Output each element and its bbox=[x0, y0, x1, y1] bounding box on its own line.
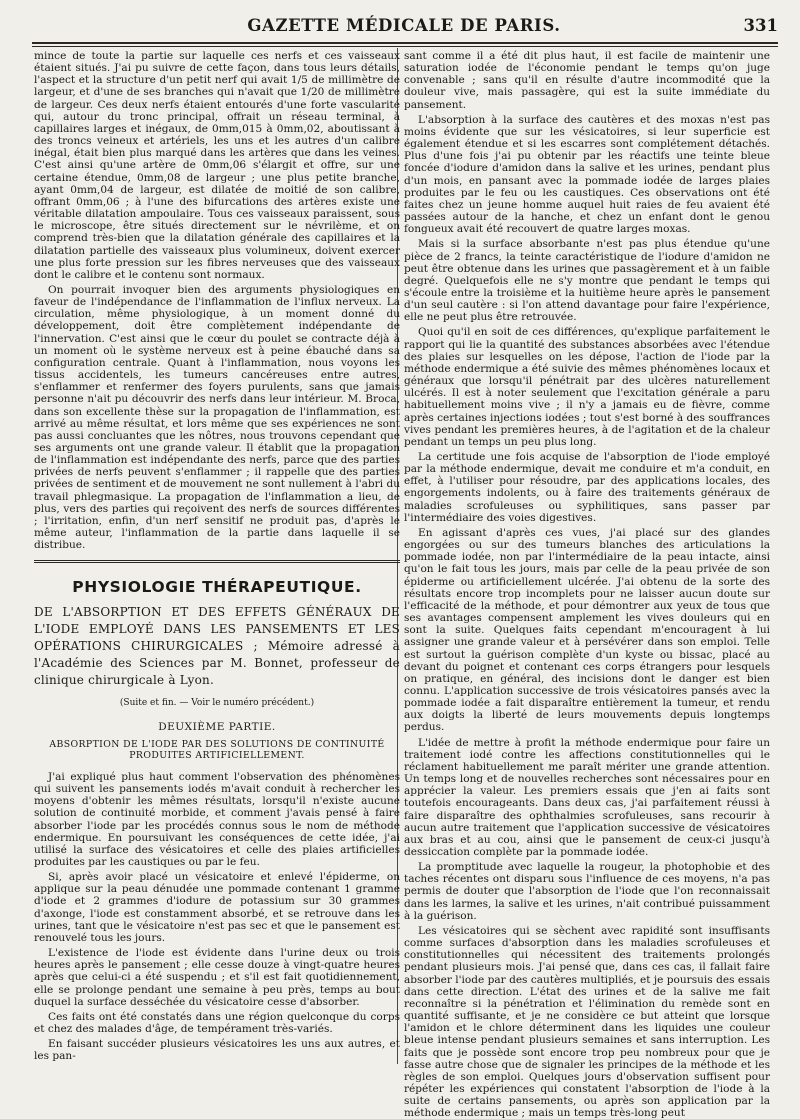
paragraph: On pourrait invoquer bien des arguments physiologiques en faveur de l'indépendance de l'inflammation de l'influx nerveux. La circulation, même physiologique, à un moment donné du développement, doit être complètement indépendante de l'innervation. C'est ainsi que le cœur du poulet se contracte déjà à un moment où le système nerveux est à peine ébauché dans sa configuration centrale. Quant à l'inflammation, nous voyons les tissus accidentels, les tumeurs cancéreuses entre autres, s'enflammer et renfermer des foyers purulents, sans que jamais personne n'ait pu découvrir des nerfs dans leur intérieur. M. Broca, dans son excellente thèse sur la propagation de l'inflammation, est arrivé au même résultat, et lors même que ses expériences ne sont pas aussi concluantes que les nôtres, nous trouvons cependant que ses arguments ont une grande valeur. Il établit que la propagation de l'inflammation est indépendante des nerfs, parce que des parties privées de nerfs peuvent s'enflammer ; il rappelle que des parties privées de sentiment et de mouvement ne sont nullement à l'abri du travail phlegmasique. La propagation de l'inflammation a lieu, de plus, vers des parties qui reçoivent des nerfs de sources différentes ; l'irritation, enfin, d'un nerf sensitif ne produit pas, d'après le même auteur, l'inflammation de la partie dans laquelle il se distribue. bbox=[34, 283, 400, 552]
paragraph: sant comme il a été dit plus haut, il est facile de maintenir une saturation iodée de l'économie pendant le temps qu'on juge convenable ; sans qu'il en résulte d'autre incommodité que la douleur vive, mais passagère, qui est la suite immédiate du pansement. bbox=[404, 50, 770, 111]
header-rule bbox=[32, 42, 778, 47]
paragraph: Quoi qu'il en soit de ces différences, qu'explique parfaitement le rapport qui lie la quantité des substances absorbées avec l'étendue des plaies sur lesquelles on les dépose, l'action de l'iode par la méthode endermique a été suivie des mêmes phénomènes locaux et généraux que lorsqu'il pénétrait par des ulcères naturellement ulcérés. Il est à noter seulement que l'excitation générale a paru habituellement moins vive ; il n'y a jamais eu de fièvre, comme après certaines injections iodées ; tout s'est borné à des souffrances vives pendant les premières heures, à de l'agitation et de la chaleur pendant un temps un peu plus long. bbox=[404, 326, 770, 448]
paragraph: Les vésicatoires qui se sèchent avec rapidité sont insuffisants comme surfaces d'absorption dans les maladies scrofuleuses et constitutionnelles qui nécessitent des traitements prolongés pendant plusieurs mois. J'ai pensé que, dans ces cas, il fallait faire absorber l'iode par des cautères multipliés, et je poursuis des essais dans cette direction. L'état des urines et de la salive me fait reconnaître si la pénétration et l'élimination du remède sont en quantité suffisante, et je ne considère ce but atteint que lorsque l'amidon et le chlore déterminent dans les liquides une couleur bleue intense pendant plusieurs semaines et sans interruption. Les faits que je possède sont encore trop peu nombreux pour que je fasse autre chose que de signaler les principes de la méthode et les règles de son emploi. Quelques jours d'observation suffisent pour répéter les expériences qui constatent l'absorption de l'iode à la suite de certains pansements, ou après son application par la méthode endermique ; mais un temps très-long peut bbox=[404, 924, 770, 1119]
paragraph: Si, après avoir placé un vésicatoire et enlevé l'épiderme, on applique sur la peau dénudée une pommade contenant 1 gramme d'iode et 2 grammes d'iodure de potassium sur 30 grammes d'axonge, l'iode est constamment absorbé, et se retrouve dans les urines, tant que le vésicatoire n'est pas sec et que le pansement est renouvelé tous les jours. bbox=[34, 871, 400, 944]
page-number: 331 bbox=[743, 16, 778, 35]
paragraph: L'absorption à la surface des cautères et des moxas n'est pas moins évidente que sur les vésicatoires, si leur superficie est également étendue et si les escarres sont complétement détachés. Plus d'une fois j'ai pu obtenir par les réactifs une teinte bleue foncée d'iodure d'amidon dans la salive et les urines, pendant plus d'un mois, en pansant avec la pommade iodée de larges plaies produites par le feu ou les caustiques. Ces observations ont été faites chez un jeune homme auquel huit raies de feu avaient été passées autour de la hanche, et chez un enfant dont le genou fongueux avait été recouvert de quatre larges moxas. bbox=[404, 113, 770, 236]
right-column bbox=[404, 50, 770, 1119]
paragraph: Mais si la surface absorbante n'est pas plus étendue qu'une pièce de 2 francs, la teinte caractéristique de l'iodure d'amidon ne peut être obtenue dans les urines que passagèrement et à un faible degré. Quelquefois elle ne s'y montre que pendant le temps qui s'écoule entre la troisième et la huitième heure après le pansement d'un seul cautère : si l'on attend davantage pour faire l'expérience, elle ne peut plus être retrouvée. bbox=[404, 238, 770, 324]
chapter-subtitle: ABSORPTION DE L'IODE PAR DES SOLUTIONS DE CONTINUITÉ PRODUITES ARTIFICIELLEMENT. bbox=[49, 738, 385, 762]
left-column bbox=[34, 50, 400, 1062]
paragraph: La promptitude avec laquelle la rougeur, la photophobie et des taches récentes ont disparu sous l'influence de ces moyens, n'a pas permis de douter que l'absorption de l'iode que l'on reconnaissait dans les larmes, la salive et les urines, n'ait contribué puissamment à la guérison. bbox=[404, 861, 770, 922]
paragraph: L'idée de mettre à profit la méthode endermique pour faire un traitement iodé contre les affections constitutionnelles qui le réclament habituellement me paraît mériter une grande attention. Un temps long et de nouvelles recherches sont nécessaires pour en apprécier la valeur. Les premiers essais que j'en ai faits sont toutefois encourageants. Dans deux cas, j'ai parfaitement réussi à faire disparaître des ophthalmies scrofuleuses, sans recourir à aucun autre traitement que l'application successive de vésicatoires aux bras et au cou, ainsi que le pansement de ceux-ci jusqu'à dessiccation complète par la pommade iodée. bbox=[404, 736, 770, 858]
paragraph: J'ai expliqué plus haut comment l'observation des phénomènes qui suivent les pansements iodés m'avait conduit à rechercher les moyens d'obtenir les mêmes résultats, lorsqu'il n'existe aucune solution de continuité morbide, et comment j'avais pensé à faire absorber l'iode par les procédés connus sous le nom de méthode endermique. En poursuivant les conséquences de cette idée, j'ai utilisé la surface des vésicatoires et celle des plaies artificielles produites par les caustiques ou par le feu. bbox=[34, 770, 400, 868]
article-title: DE L'ABSORPTION ET DES EFFETS GÉNÉRAUX DE L'IODE EMPLOYÉ DANS LES PANSEMENTS ET LES OPÉRATIONS CHIRURGICALES ; Mémoire adressé à l'Académie des Sciences par M. Bonnet, professeur de clinique chirurgicale à Lyon. bbox=[34, 604, 400, 687]
paragraph: En agissant d'après ces vues, j'ai placé sur des glandes engorgées ou sur des tumeurs blanches des articulations la pommade iodée, non par l'intermédiaire de la peau intacte, ainsi qu'on le fait tous les jours, mais par celle de la peau privée de son épiderme ou artificiellement ulcérée. J'ai obtenu de la sorte des résultats encore trop incomplets pour ne laisser aucun doute sur l'efficacité de la méthode, et pour démontrer aux yeux de tous que ses avantages compensent amplement les vives douleurs qui en sont la suite. Quelques faits cependant m'encouragent à lui assigner une grande valeur et à persévérer dans son emploi. Telle est surtout la guérison complète d'un kyste ou bissac, placé au devant du poignet et contenant ces corps étrangers pour lesquels on pratique, en général, des incisions dont le danger est bien connu. L'application successive de trois vésicatoires pansés avec la pommade iodée a fait disparaître entièrement la tumeur, et rendu aux doigts la liberté de leurs mouvements depuis longtemps perdus. bbox=[404, 526, 770, 734]
paragraph: L'existence de l'iode est évidente dans l'urine deux ou trois heures après le pansement ; elle cesse douze à vingt-quatre heures après que celui-ci a été suspendu ; et s'il est fait quotidiennement, elle se prolonge pendant une semaine à peu près, temps au bout duquel la surface desséchée du vésicatoire cesse d'absorber. bbox=[34, 947, 400, 1008]
journal-title: GAZETTE MÉDICALE DE PARIS. bbox=[247, 16, 561, 35]
paragraph: La certitude une fois acquise de l'absorption de l'iode employé par la méthode endermique, devait me conduire et m'a conduit, en effet, à l'utiliser pour résoudre, par des applications locales, des engorgements indolents, ou à faire des traitements généraux de maladies scrofuleuses ou syphilitiques, sans passer par l'intermédiaire des voies digestives. bbox=[404, 451, 770, 524]
paragraph: mince de toute la partie sur laquelle ces nerfs et ces vaisseaux étaient situés. J'ai pu suivre de cette façon, dans tous leurs détails, l'aspect et la structure d'un petit nerf qui avait 1/5 de millimètre de largeur, et d'une de ses branches qui n'avait que 1/20 de millimètre de largeur. Ces deux nerfs étaient entourés d'une forte vascularité qui, autour du tronc principal, offrait un réseau terminal, à capillaires larges et inégaux, de 0mm,015 à 0mm,02, aboutissant à des troncs veineux et artériels, les uns et les autres d'un calibre inégal, était bien plus marqué dans les artères que dans les veines. C'est ainsi qu'une artère de 0mm,06 s'élargit et offre, sur une certaine étendue, 0mm,08 de largeur ; une plus petite branche, ayant 0mm,04 de largeur, est dilatée de moitié de son calibre, offrant 0mm,06 ; à l'une des bifurcations des artères existe une véritable dilatation ampoulaire. Tous ces vaisseaux paraissent, sous le microscope, être situés directement sur le névrilème, et on comprend très-bien que la dilatation générale des capillaires et la dilatation partielle des vaisseaux plus volumineux, doivent exercer une plus forte pression sur les fibres nerveuses que des vaisseaux dont le calibre et le contenu sont normaux. bbox=[34, 50, 400, 281]
paragraph: En faisant succéder plusieurs vésicatoires les uns aux autres, et les pan- bbox=[34, 1038, 400, 1063]
section-divider bbox=[34, 560, 400, 563]
page-header bbox=[30, 12, 778, 38]
section-title: PHYSIOLOGIE THÉRAPEUTIQUE. bbox=[72, 578, 362, 597]
paragraph: Ces faits ont été constatés dans une région quelconque du corps et chez des malades d'âge, de tempérament très-variés. bbox=[34, 1010, 400, 1035]
continuation-note: (Suite et fin. — Voir le numéro précédent.) bbox=[119, 697, 315, 708]
part-title: DEUXIÈME PARTIE. bbox=[158, 720, 276, 733]
